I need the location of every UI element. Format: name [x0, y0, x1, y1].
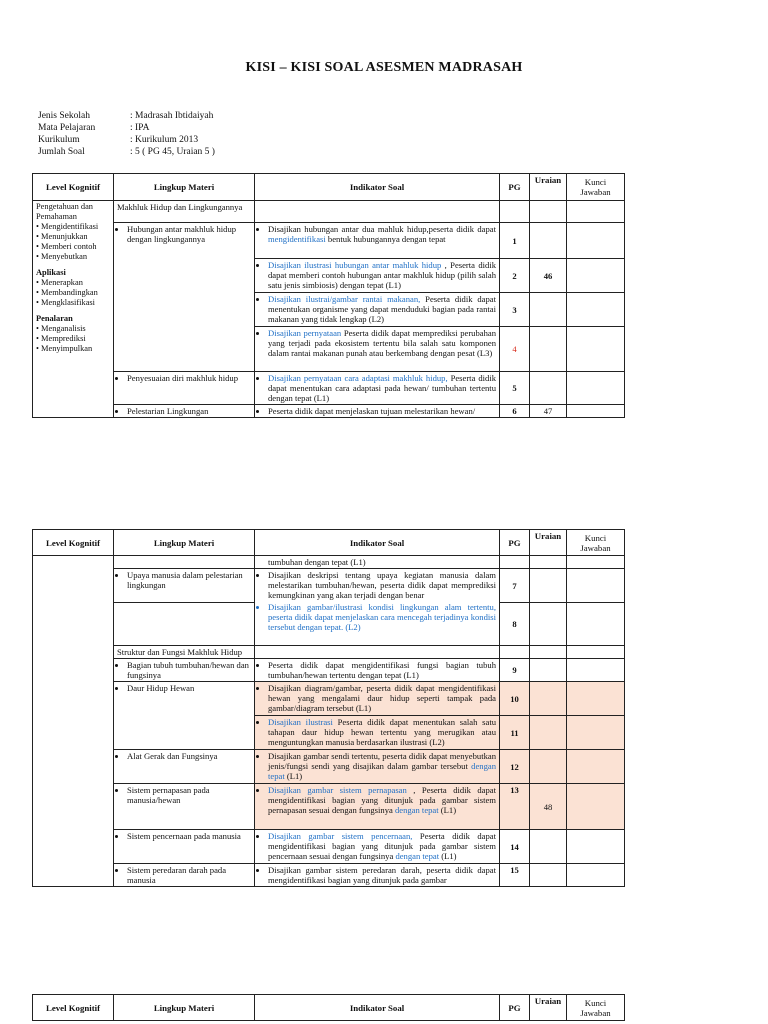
indikator-cell: • Disajikan diagram/gambar, peserta didik dapat mengidentifikasi hewan yang mengalami daur hidup seperti tampak pada gambar/diagram tersebut (L1): [255, 682, 500, 716]
level-item: • Mengklasifikasi: [36, 298, 95, 307]
pg-number: 2: [500, 259, 530, 293]
pg-number: 3: [500, 293, 530, 327]
header-pg: PG: [500, 995, 530, 1021]
pg-number: 14: [500, 830, 530, 864]
pg-number: 7: [500, 569, 530, 603]
section-label: Struktur dan Fungsi Makhluk Hidup: [114, 646, 255, 659]
pg-number: 13: [500, 784, 530, 830]
level-item: • Membandingkan: [36, 288, 98, 297]
level-item: • Menyimpulkan: [36, 344, 93, 353]
level-item: • Menyebutkan: [36, 252, 88, 261]
materi-cell: • Sistem pencernaan pada manusia: [114, 830, 255, 864]
materi-cell: • Sistem pernapasan pada manusia/hewan: [114, 784, 255, 830]
kisi-table-2: [32, 529, 625, 887]
header-uraian: Uraian: [530, 995, 567, 1021]
indikator-cell: • Disajikan gambar sistem pencernaan, Peserta didik dapat mengidentifikasi bagian yang ditunjuk pada gambar sistem pencernaan sesuai dengan fungsinya dengan tepat (L1): [255, 830, 500, 864]
pg-number: 15: [500, 864, 530, 887]
indikator-cell: • Disajikan gambar sistem pernapasan , Peserta didik dapat mengidentifikasi bagian yang ditunjuk pada gambar sistem pernapasan sesuai dengan fungsinya dengan tepat (L1): [255, 784, 500, 830]
header-lingkup: Lingkup Materi: [114, 174, 255, 201]
pg-number: 11: [500, 716, 530, 750]
indikator-cell: • Disajikan ilustrai/gambar rantai makanan, Peserta didik dapat menentukan organisme yang dapat menduduki bagian pada rantai makanan yang tidak lengkap (L2): [255, 293, 500, 327]
indikator-cell: • Disajikan gambar sistem peredaran darah, peserta didik dapat mengidentifikasi bagian yang ditunjuk pada gambar: [255, 864, 500, 887]
header-lingkup: Lingkup Materi: [114, 530, 255, 556]
pg-number: 10: [500, 682, 530, 716]
materi-cell: • Hubungan antar makhluk hidup dengan lingkungannya: [114, 223, 255, 372]
level-heading: Aplikasi: [36, 268, 66, 277]
indikator-cell: • Disajikan hubungan antar dua mahluk hidup,peserta didik dapat mengidentifikasi bentuk hubungannya dengan tepat: [255, 223, 500, 259]
info-label: Kurikulum: [38, 135, 80, 145]
materi-cell: • Pelestarian Lingkungan: [114, 405, 255, 418]
uraian-number: 47: [530, 405, 567, 418]
pg-number: 12: [500, 750, 530, 784]
level-item: • Memberi contoh: [36, 242, 97, 251]
indikator-cell: • Peserta didik dapat menjelaskan tujuan melestarikan hewan/: [255, 405, 500, 418]
indikator-cell: tumbuhan dengan tepat (L1): [255, 556, 500, 569]
uraian-number: 48: [530, 784, 567, 830]
level-item: • Menerapkan: [36, 278, 83, 287]
indikator-cell: • Disajikan gambar sendi tertentu, peserta didik dapat menyebutkan jenis/fungsi sendi yang disajikan dalam gambar tersebut dengan tepat (L1): [255, 750, 500, 784]
level-cell: [33, 201, 114, 418]
info-value: : IPA: [130, 123, 150, 133]
pg-number: 9: [500, 659, 530, 682]
pg-number: 5: [500, 372, 530, 405]
pg-number: 8: [500, 603, 530, 646]
level-heading: Penalaran: [36, 314, 73, 323]
level-item: • Mengidentifikasi: [36, 222, 99, 231]
level-item: • Menganalisis: [36, 324, 86, 333]
info-value: : 5 ( PG 45, Uraian 5 ): [130, 147, 215, 157]
kisi-table-3: [32, 994, 625, 1021]
pg-number: 4: [500, 327, 530, 372]
pg-number: 6: [500, 405, 530, 418]
info-value: : Madrasah Ibtidaiyah: [130, 111, 214, 121]
materi-cell: • Daur Hidup Hewan: [114, 682, 255, 750]
header-level: Level Kognitif: [33, 174, 114, 201]
materi-cell: • Sistem peredaran darah pada manusia: [114, 864, 255, 887]
kisi-table-1: [32, 173, 625, 418]
indikator-cell: • Disajikan ilustrasi hubungan antar mahluk hidup , Peserta didik dapat memberi contoh hubungan antar makhluk hidup (pilih salah satu jenis simbiosis) dengan tepat (L1): [255, 259, 500, 293]
level-cell: [33, 556, 114, 887]
indikator-cell: • Peserta didik dapat mengidentifikasi fungsi bagian tubuh tumbuhan/hewan tertentu dengan tepat (L1): [255, 659, 500, 682]
materi-cell: • Bagian tubuh tumbuhan/hewan dan fungsinya: [114, 659, 255, 682]
header-pg: PG: [500, 530, 530, 556]
header-kunci: Kunci Jawaban: [567, 174, 625, 201]
indikator-cell: • Disajikan pernyataan Peserta didik dapat memprediksi perubahan yang terjadi pada ekosistem tertentu bila salah satu komponen dalam rantai makanan punah atau berkembang dengan pesat (L3): [255, 327, 500, 372]
materi-cell: • Penyesuaian diri makhluk hidup: [114, 372, 255, 405]
header-indikator: Indikator Soal: [255, 995, 500, 1021]
header-indikator: Indikator Soal: [255, 530, 500, 556]
indikator-cell: • Disajikan deskripsi tentang upaya kegiatan manusia dalam melestarikan tumbuhan/hewan, peserta didik dapat memprediksi kemungkinan yang akan terjadi dengan benar • Disajikan gambar/ilustrasi kondisi lingkungan alam tertentu, peserta didik dapat menjelaskan cara mencegah terjadinya kondisi tersebut dengan tepat. (L2): [255, 569, 500, 646]
info-label: Jumlah Soal: [38, 147, 85, 157]
pg-number: 1: [500, 223, 530, 259]
header-lingkup: Lingkup Materi: [114, 995, 255, 1021]
header-level: Level Kognitif: [33, 530, 114, 556]
indikator-cell: • Disajikan pernyataan cara adaptasi makhluk hidup, Peserta didik dapat menentukan cara adaptasi pada hewan/ tumbuhan tertentu dengan tepat (L1): [255, 372, 500, 405]
section-label: Makhluk Hidup dan Lingkungannya: [114, 201, 255, 223]
level-item: • Menunjukkan: [36, 232, 88, 241]
materi-cell: • Upaya manusia dalam pelestarian lingkungan: [114, 569, 255, 603]
info-value: : Kurikulum 2013: [130, 135, 199, 145]
header-kunci: Kunci Jawaban: [567, 530, 625, 556]
header-uraian: Uraian: [530, 174, 567, 201]
header-uraian: Uraian: [530, 530, 567, 556]
header-pg: PG: [500, 174, 530, 201]
uraian-number: 46: [530, 259, 567, 293]
info-label: Jenis Sekolah: [38, 111, 90, 121]
info-label: Mata Pelajaran: [38, 123, 96, 133]
level-item: • Memprediksi: [36, 334, 86, 343]
header-level: Level Kognitif: [33, 995, 114, 1021]
indikator-cell: • Disajikan ilustrasi Peserta didik dapat menentukan salah satu tahapan daur hidup hewan tertentu yang merugikan atau menguntungkan manusia berdasarkan ilustrasi (L2): [255, 716, 500, 750]
header-indikator: Indikator Soal: [255, 174, 500, 201]
materi-cell: • Alat Gerak dan Fungsinya: [114, 750, 255, 784]
header-kunci: Kunci Jawaban: [567, 995, 625, 1021]
level-heading: Pengetahuan dan Pemahaman: [36, 202, 93, 221]
document-title: KISI – KISI SOAL ASESMEN MADRASAH: [245, 60, 523, 75]
